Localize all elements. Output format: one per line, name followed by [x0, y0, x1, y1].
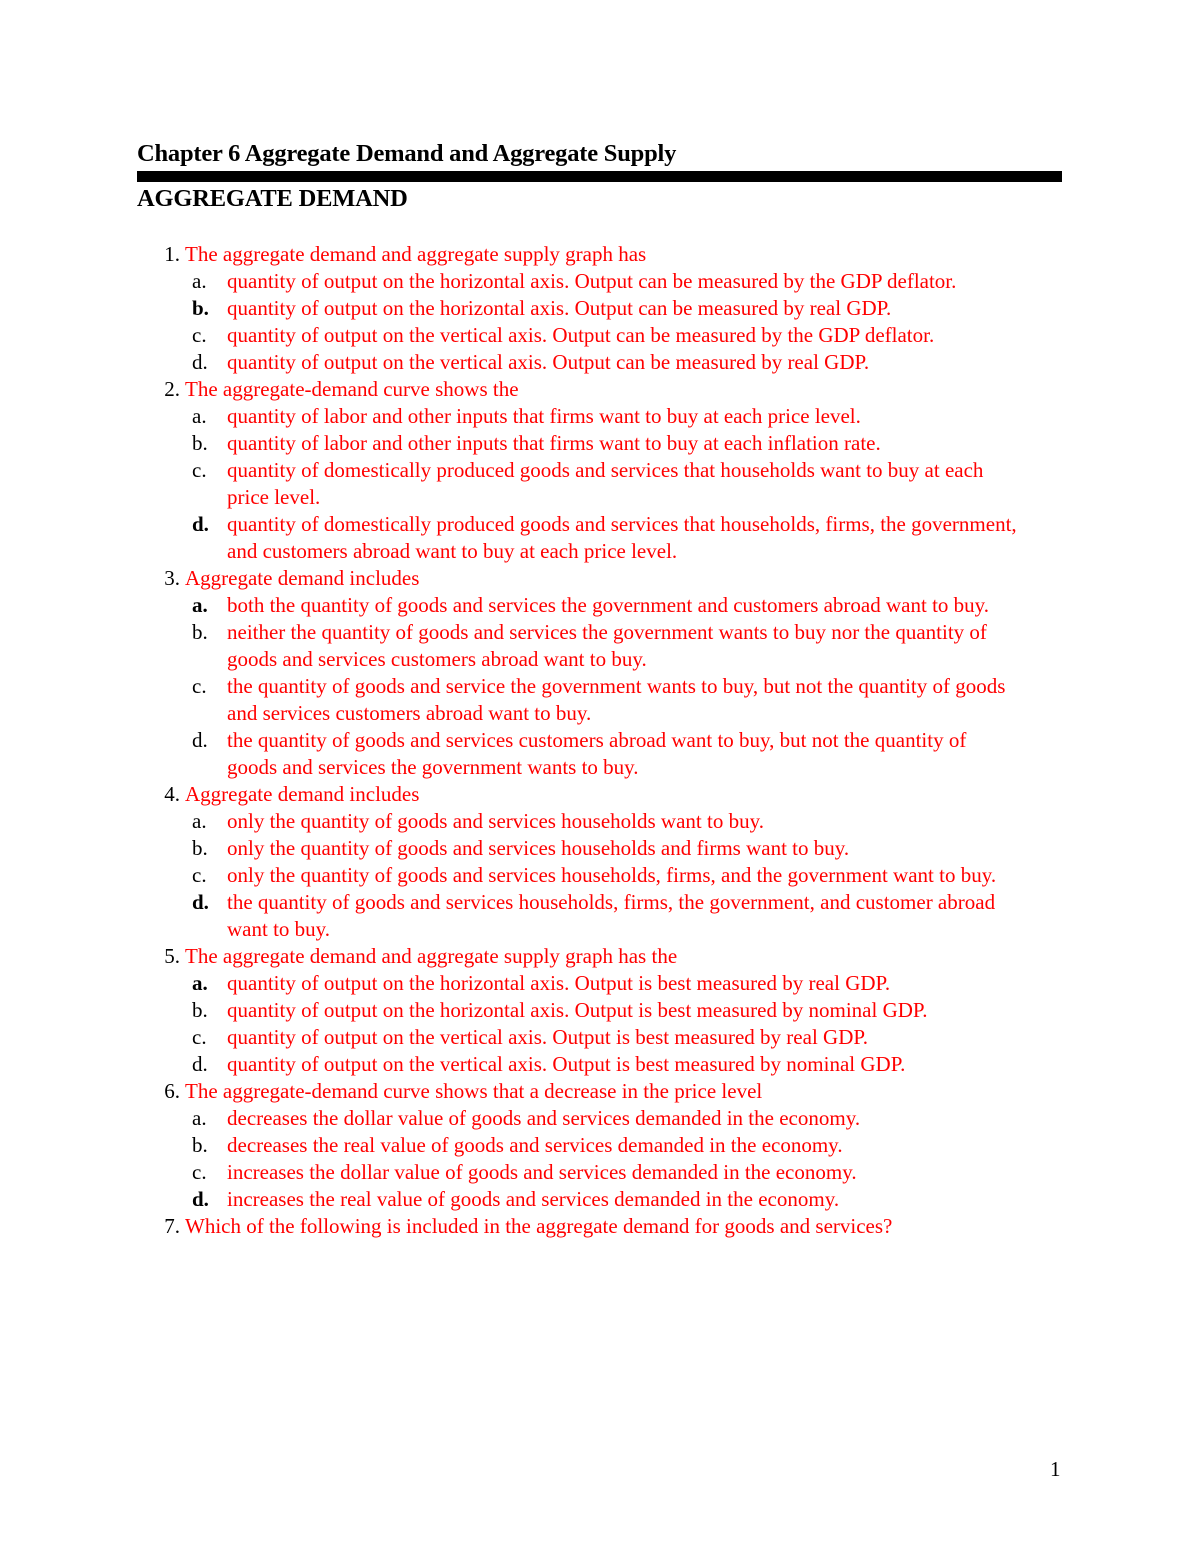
- option-letter: d.: [192, 1052, 208, 1076]
- answer-option: [0, 862, 1200, 889]
- question-number: 4.: [164, 782, 180, 806]
- answer-option: [0, 1132, 1200, 1159]
- answer-option: [0, 430, 1200, 457]
- option-text: increases the dollar value of goods and services demanded in the economy.: [227, 1160, 857, 1184]
- question-line: [0, 241, 1200, 268]
- question-text: The aggregate demand and aggregate supply graph has: [185, 242, 647, 266]
- answer-option: [0, 511, 1200, 565]
- answer-option: [0, 322, 1200, 349]
- answer-options: [0, 592, 1200, 781]
- option-letter: d.: [192, 1187, 209, 1211]
- question: [0, 565, 1200, 781]
- option-text: quantity of output on the vertical axis. Output can be measured by the GDP deflator.: [227, 323, 935, 347]
- option-text: quantity of domestically produced goods and services that households want to buy at each price level.: [227, 458, 984, 509]
- answer-option: [0, 1159, 1200, 1186]
- option-letter: b.: [192, 1133, 208, 1157]
- option-text: quantity of output on the horizontal axis. Output can be measured by real GDP.: [227, 296, 892, 320]
- option-text: quantity of output on the horizontal axis. Output is best measured by real GDP.: [227, 971, 891, 995]
- option-text: only the quantity of goods and services households and firms want to buy.: [227, 836, 850, 860]
- question-number: 6.: [164, 1079, 180, 1103]
- option-text: increases the real value of goods and services demanded in the economy.: [227, 1187, 840, 1211]
- question-text: The aggregate demand and aggregate supply graph has the: [185, 944, 678, 968]
- answer-option: [0, 403, 1200, 430]
- section-heading: AGGREGATE DEMAND: [137, 185, 408, 212]
- option-text: decreases the dollar value of goods and services demanded in the economy.: [227, 1106, 861, 1130]
- answer-option: [0, 457, 1200, 511]
- answer-option: [0, 673, 1200, 727]
- answer-option: [0, 1051, 1200, 1078]
- question-number: 1.: [164, 242, 180, 266]
- question-text: The aggregate-demand curve shows that a decrease in the price level: [185, 1079, 763, 1103]
- answer-option: [0, 808, 1200, 835]
- option-letter: d.: [192, 728, 208, 752]
- option-letter: b.: [192, 431, 208, 455]
- question-text: Aggregate demand includes: [185, 782, 420, 806]
- option-text: both the quantity of goods and services the government and customers abroad want to buy.: [227, 593, 990, 617]
- answer-option: [0, 1105, 1200, 1132]
- option-text: decreases the real value of goods and services demanded in the economy.: [227, 1133, 843, 1157]
- option-text: quantity of labor and other inputs that firms want to buy at each price level.: [227, 404, 861, 428]
- option-letter: a.: [192, 269, 207, 293]
- question-line: [0, 781, 1200, 808]
- answer-option: [0, 727, 1200, 781]
- page-number: 1: [1050, 1457, 1061, 1481]
- option-text: quantity of output on the vertical axis. Output is best measured by nominal GDP.: [227, 1052, 906, 1076]
- option-letter: c.: [192, 674, 207, 698]
- question: [0, 943, 1200, 1078]
- option-text: quantity of domestically produced goods and services that households, firms, the government, and customers abroad want to buy at each price level.: [227, 512, 1017, 563]
- option-letter: b.: [192, 296, 209, 320]
- option-letter: c.: [192, 458, 207, 482]
- answer-options: [0, 403, 1200, 565]
- option-text: the quantity of goods and services customers abroad want to buy, but not the quantity of goods and services the government wants to buy.: [227, 728, 967, 779]
- question-text: Which of the following is included in the aggregate demand for goods and services?: [185, 1214, 893, 1238]
- option-text: neither the quantity of goods and services the government wants to buy nor the quantity of goods and services customers abroad want to buy.: [227, 620, 987, 671]
- option-letter: b.: [192, 620, 208, 644]
- option-letter: c.: [192, 1025, 207, 1049]
- answer-option: [0, 835, 1200, 862]
- question-line: [0, 565, 1200, 592]
- option-letter: c.: [192, 863, 207, 887]
- question: [0, 1213, 1200, 1240]
- question-text: Aggregate demand includes: [185, 566, 420, 590]
- answer-option: [0, 349, 1200, 376]
- option-text: only the quantity of goods and services households, firms, and the government want to buy.: [227, 863, 997, 887]
- option-letter: c.: [192, 1160, 207, 1184]
- question: [0, 241, 1200, 376]
- option-text: quantity of output on the horizontal axis. Output can be measured by the GDP deflator.: [227, 269, 957, 293]
- option-letter: a.: [192, 809, 207, 833]
- option-letter: b.: [192, 836, 208, 860]
- question-line: [0, 376, 1200, 403]
- option-letter: a.: [192, 404, 207, 428]
- answer-options: [0, 268, 1200, 376]
- option-text: only the quantity of goods and services households want to buy.: [227, 809, 764, 833]
- option-text: quantity of output on the vertical axis. Output is best measured by real GDP.: [227, 1025, 868, 1049]
- question-text: The aggregate-demand curve shows the: [185, 377, 519, 401]
- option-letter: a.: [192, 593, 208, 617]
- question-line: [0, 1078, 1200, 1105]
- question-number: 5.: [164, 944, 180, 968]
- question-number: 2.: [164, 377, 180, 401]
- answer-options: [0, 808, 1200, 943]
- option-text: the quantity of goods and service the government wants to buy, but not the quantity of goods and services customers abroad want to buy.: [227, 674, 1006, 725]
- option-letter: c.: [192, 323, 207, 347]
- option-letter: a.: [192, 971, 208, 995]
- answer-option: [0, 970, 1200, 997]
- option-text: quantity of labor and other inputs that firms want to buy at each inflation rate.: [227, 431, 881, 455]
- question-line: [0, 943, 1200, 970]
- answer-options: [0, 1105, 1200, 1213]
- answer-option: [0, 295, 1200, 322]
- title-rule: [137, 171, 1062, 182]
- answer-option: [0, 889, 1200, 943]
- question-line: [0, 1213, 1200, 1240]
- option-letter: b.: [192, 998, 208, 1022]
- answer-option: [0, 592, 1200, 619]
- option-letter: d.: [192, 512, 209, 536]
- option-text: quantity of output on the vertical axis. Output can be measured by real GDP.: [227, 350, 870, 374]
- option-letter: d.: [192, 350, 208, 374]
- option-text: the quantity of goods and services households, firms, the government, and customer abroad want to buy.: [227, 890, 996, 941]
- question: [0, 376, 1200, 565]
- answer-option: [0, 997, 1200, 1024]
- answer-option: [0, 268, 1200, 295]
- option-letter: d.: [192, 890, 209, 914]
- question: [0, 781, 1200, 943]
- question-list: [0, 241, 1200, 1240]
- question-number: 3.: [164, 566, 180, 590]
- option-text: quantity of output on the horizontal axis. Output is best measured by nominal GDP.: [227, 998, 928, 1022]
- answer-option: [0, 1024, 1200, 1051]
- question-number: 7.: [164, 1214, 180, 1238]
- option-letter: a.: [192, 1106, 207, 1130]
- answer-options: [0, 970, 1200, 1078]
- answer-option: [0, 619, 1200, 673]
- question: [0, 1078, 1200, 1213]
- answer-option: [0, 1186, 1200, 1213]
- chapter-title: Chapter 6 Aggregate Demand and Aggregate Supply: [137, 140, 677, 167]
